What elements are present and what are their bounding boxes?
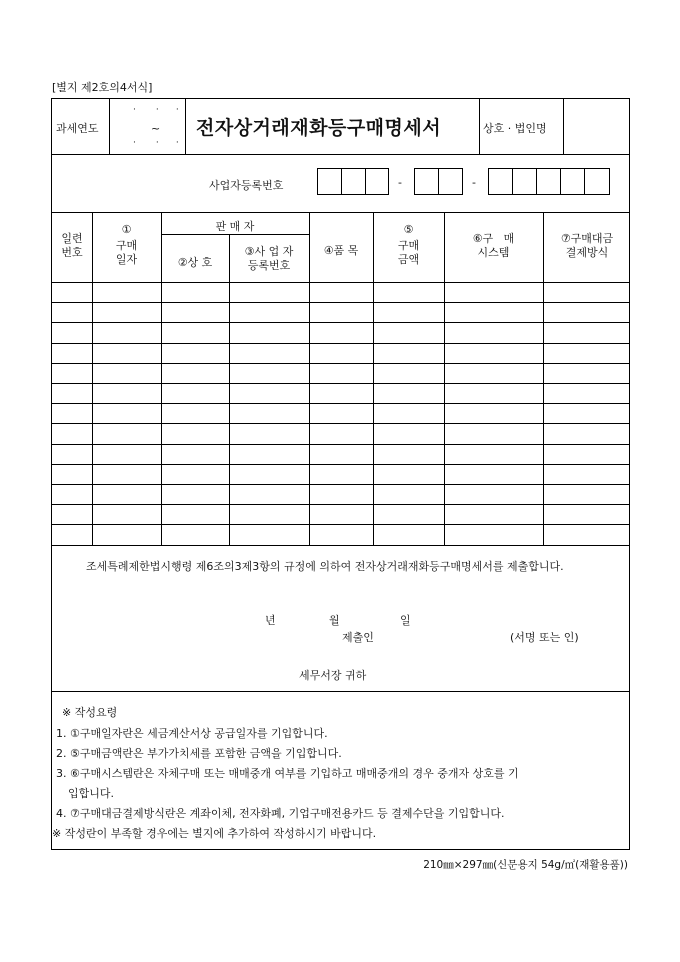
date-month: 월 <box>329 614 340 627</box>
tax-year-label: 과세연도 <box>56 122 99 135</box>
col-seller-name: ②상 호 <box>177 256 213 269</box>
table-row[interactable] <box>52 403 629 404</box>
col-item: ④품 목 <box>323 244 359 257</box>
table-row[interactable] <box>52 343 629 344</box>
col-payment: ⑦구매대금 결제방식 <box>560 232 614 259</box>
biz-reg-dash-2: - <box>472 176 476 189</box>
guide-item-4: 4. ⑦구매대금결제방식란은 계좌이체, 전자화폐, 기업구매전용카드 등 결제수단을 기입합니다. <box>56 807 505 820</box>
table-row[interactable] <box>52 302 629 303</box>
col-system: ⑥구 매 시스템 <box>472 232 515 259</box>
sign-label: (서명 또는 인) <box>510 631 579 644</box>
table-row[interactable] <box>52 464 629 465</box>
form-frame <box>51 98 630 850</box>
table-row[interactable] <box>52 423 629 424</box>
col-purchase-date: 구매 일자 <box>115 239 138 266</box>
guide-item-2: 2. ⑤구매금액란은 부가가치세를 포함한 금액을 기입합니다. <box>56 747 342 760</box>
guide-heading: ※ 작성요령 <box>62 706 118 719</box>
table-row[interactable] <box>52 383 629 384</box>
biz-reg-part1[interactable] <box>317 168 389 195</box>
col-seller: 판 매 자 <box>215 220 255 233</box>
col-amount-num: ⑤ <box>403 223 414 236</box>
page-title: 전자상거래재화등구매명세서 <box>196 117 442 139</box>
table-row[interactable] <box>52 484 629 485</box>
guide-item-1: 1. ①구매일자란은 세금계산서상 공급일자를 기입합니다. <box>56 727 328 740</box>
biz-reg-dash-1: - <box>398 176 402 189</box>
declaration-text: 조세특례제한법시행령 제6조의3제3항의 규정에 의하여 전자상거래재화등구매명세서를 제출합니다. <box>86 560 564 573</box>
table-row[interactable] <box>52 524 629 525</box>
date-day: 일 <box>400 614 411 627</box>
addressee: 세무서장 귀하 <box>299 669 367 682</box>
tax-year-separator: ~ <box>151 122 161 135</box>
col-amount: 구매 금액 <box>397 239 420 266</box>
biz-reg-part2[interactable] <box>414 168 463 195</box>
biz-reg-part3[interactable] <box>488 168 610 195</box>
table-row[interactable] <box>52 444 629 445</box>
biz-reg-label: 사업자등록번호 <box>209 179 284 192</box>
form-number: [별지 제2호의4서식] <box>52 81 153 94</box>
col-purchase-date-num: ① <box>121 223 132 236</box>
col-serial: 일련 번호 <box>61 232 83 259</box>
paper-spec: 210㎜×297㎜(신문용지 54g/㎡(재활용품)) <box>423 859 628 871</box>
date-year: 년 <box>265 614 276 627</box>
tax-year-dots-bottom: · · · <box>133 138 179 148</box>
guide-item-3-cont: 입합니다. <box>68 787 115 800</box>
table-row[interactable] <box>52 504 629 505</box>
table-row[interactable] <box>52 322 629 323</box>
col-seller-reg: ③사 업 자 등록번호 <box>244 245 294 272</box>
tax-year-dots-top: · · · <box>133 105 179 115</box>
company-label: 상호 · 법인명 <box>483 122 547 135</box>
guide-note: ※ 작성란이 부족할 경우에는 별지에 추가하여 작성하시기 바랍니다. <box>52 827 377 840</box>
submitter-label: 제출인 <box>342 631 374 644</box>
table-row[interactable] <box>52 363 629 364</box>
guide-item-3: 3. ⑥구매시스템란은 자체구매 또는 매매중개 여부를 기입하고 매매중개의 경우 중개자 상호를 기 <box>56 767 519 780</box>
